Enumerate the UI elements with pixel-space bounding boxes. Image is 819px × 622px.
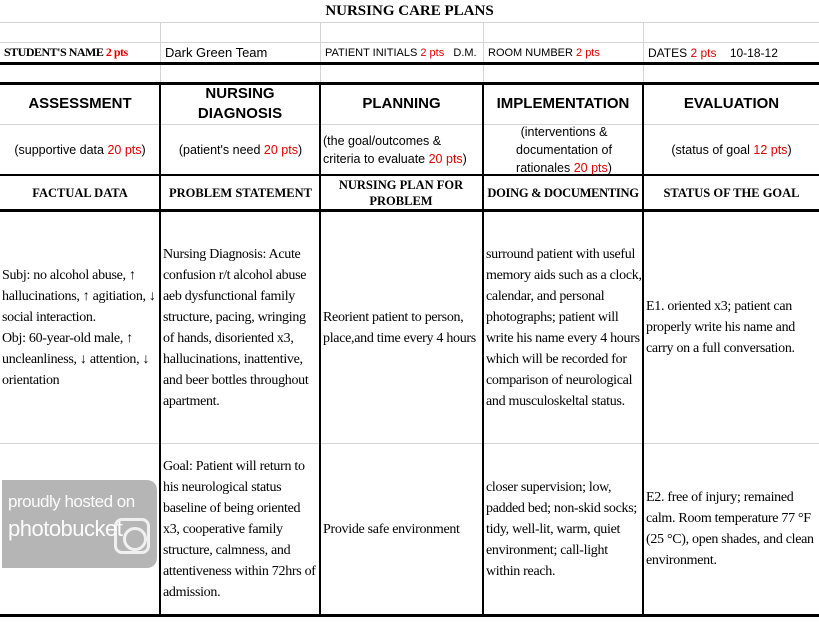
initials-value: D.M. bbox=[453, 46, 477, 59]
points: 12 pts bbox=[753, 142, 788, 157]
sub-planning bbox=[321, 124, 482, 175]
sub-text: (supportive data bbox=[14, 142, 108, 157]
sub-text: ) bbox=[607, 160, 612, 175]
student-name-value: Dark Green Team bbox=[165, 45, 268, 60]
sub-implementation bbox=[500, 124, 628, 175]
header-nursing-diagnosis: NURSING DIAGNOSIS bbox=[197, 85, 283, 122]
header-planning: PLANNING bbox=[362, 95, 441, 112]
row1-implementation: surround patient with useful memory aids such as a clock, calendar, and personal photographs; patient will write his name every 4 hours which will be recorded for comparison of neurological and musculoskeltal status. bbox=[486, 246, 642, 409]
sub-diagnosis bbox=[161, 124, 320, 175]
points: 20 pts bbox=[263, 142, 298, 157]
label: ROOM NUMBER bbox=[488, 46, 573, 59]
dates bbox=[644, 42, 819, 63]
label-nursing-plan: NURSING PLAN FOR PROBLEM bbox=[338, 178, 464, 208]
sub-text: ) bbox=[787, 142, 792, 157]
row1-evaluation: E1. oriented x3; patient can properly write his name and carry on a full conversation. bbox=[646, 299, 795, 356]
row1-diagnosis: Nursing Diagnosis: Acute confusion r/t alcohol abuse aeb dysfunctional family structure, pacing, wringing of hands, disoriented x3, hallucinations, inattentive, and beer bottles throughout apartment. bbox=[163, 246, 309, 409]
divider bbox=[0, 614, 819, 617]
row2-planning: Provide safe environment bbox=[323, 521, 460, 537]
header-implementation: IMPLEMENTATION bbox=[496, 95, 630, 112]
row1-planning: Reorient patient to person, place,and time every 4 hours bbox=[323, 309, 476, 346]
header-assessment: ASSESSMENT bbox=[28, 95, 132, 112]
header-evaluation: EVALUATION bbox=[683, 95, 780, 112]
sub-text: ) bbox=[141, 142, 146, 157]
sub-text: (the goal/outcomes & criteria to evaluate bbox=[323, 133, 442, 166]
sub-text: (patient's need bbox=[178, 142, 264, 157]
watermark-line: photobucket bbox=[8, 516, 123, 541]
gridline bbox=[0, 22, 819, 23]
sub-assessment bbox=[0, 124, 160, 175]
points: 2 pts bbox=[690, 45, 717, 60]
points: 2 pts bbox=[420, 46, 445, 59]
sub-evaluation bbox=[644, 124, 819, 175]
page-title: NURSING CARE PLANS bbox=[325, 2, 494, 19]
dates-value: 10-18-12 bbox=[729, 45, 778, 60]
label: PATIENT INITIALS bbox=[325, 46, 418, 59]
label: STUDENT'S NAME bbox=[4, 45, 104, 59]
row1-assessment: Subj: no alcohol abuse, ↑ hallucinations, ↑ agitiation, ↓ social interaction. Obj: 60-year-old male, ↑ uncleanliness, ↓ attention, ↓ orientation bbox=[2, 267, 156, 388]
points: 20 pts bbox=[573, 160, 608, 175]
label-factual-data: FACTUAL DATA bbox=[32, 186, 128, 200]
row2-evaluation: E2. free of injury; remained calm. Room temperature 77 °F (25 °C), open shades, and clean environment. bbox=[646, 490, 814, 568]
points: 20 pts bbox=[107, 142, 142, 157]
row2-diagnosis: Goal: Patient will return to his neurological status baseline of being oriented x3, cooperative family structure, calmness, and attentiveness within 72hrs of admission. bbox=[163, 458, 316, 600]
sub-text: ) bbox=[297, 142, 303, 157]
student-name-label bbox=[0, 42, 160, 63]
room-number bbox=[484, 42, 643, 63]
sub-text: (interventions & documentation of rationales bbox=[516, 124, 612, 175]
photobucket-watermark bbox=[2, 480, 157, 568]
sub-text: ) bbox=[462, 151, 467, 166]
patient-initials bbox=[321, 42, 483, 63]
label-problem-statement: PROBLEM STATEMENT bbox=[169, 186, 312, 200]
row2-implementation: closer supervision; low, padded bed; non-skid socks; tidy, well-lit, warm, quiet environment; call-light within reach. bbox=[486, 479, 637, 579]
label-doing-documenting: DOING & DOCUMENTING bbox=[487, 186, 639, 200]
watermark-line: proudly hosted on bbox=[8, 492, 135, 511]
sub-text: (status of goal bbox=[671, 142, 754, 157]
points: 2 pts bbox=[576, 46, 600, 59]
points: 2 pts bbox=[105, 45, 128, 59]
points: 20 pts bbox=[428, 151, 463, 166]
label-status-goal: STATUS OF THE GOAL bbox=[663, 186, 800, 200]
label: DATES bbox=[648, 45, 688, 60]
